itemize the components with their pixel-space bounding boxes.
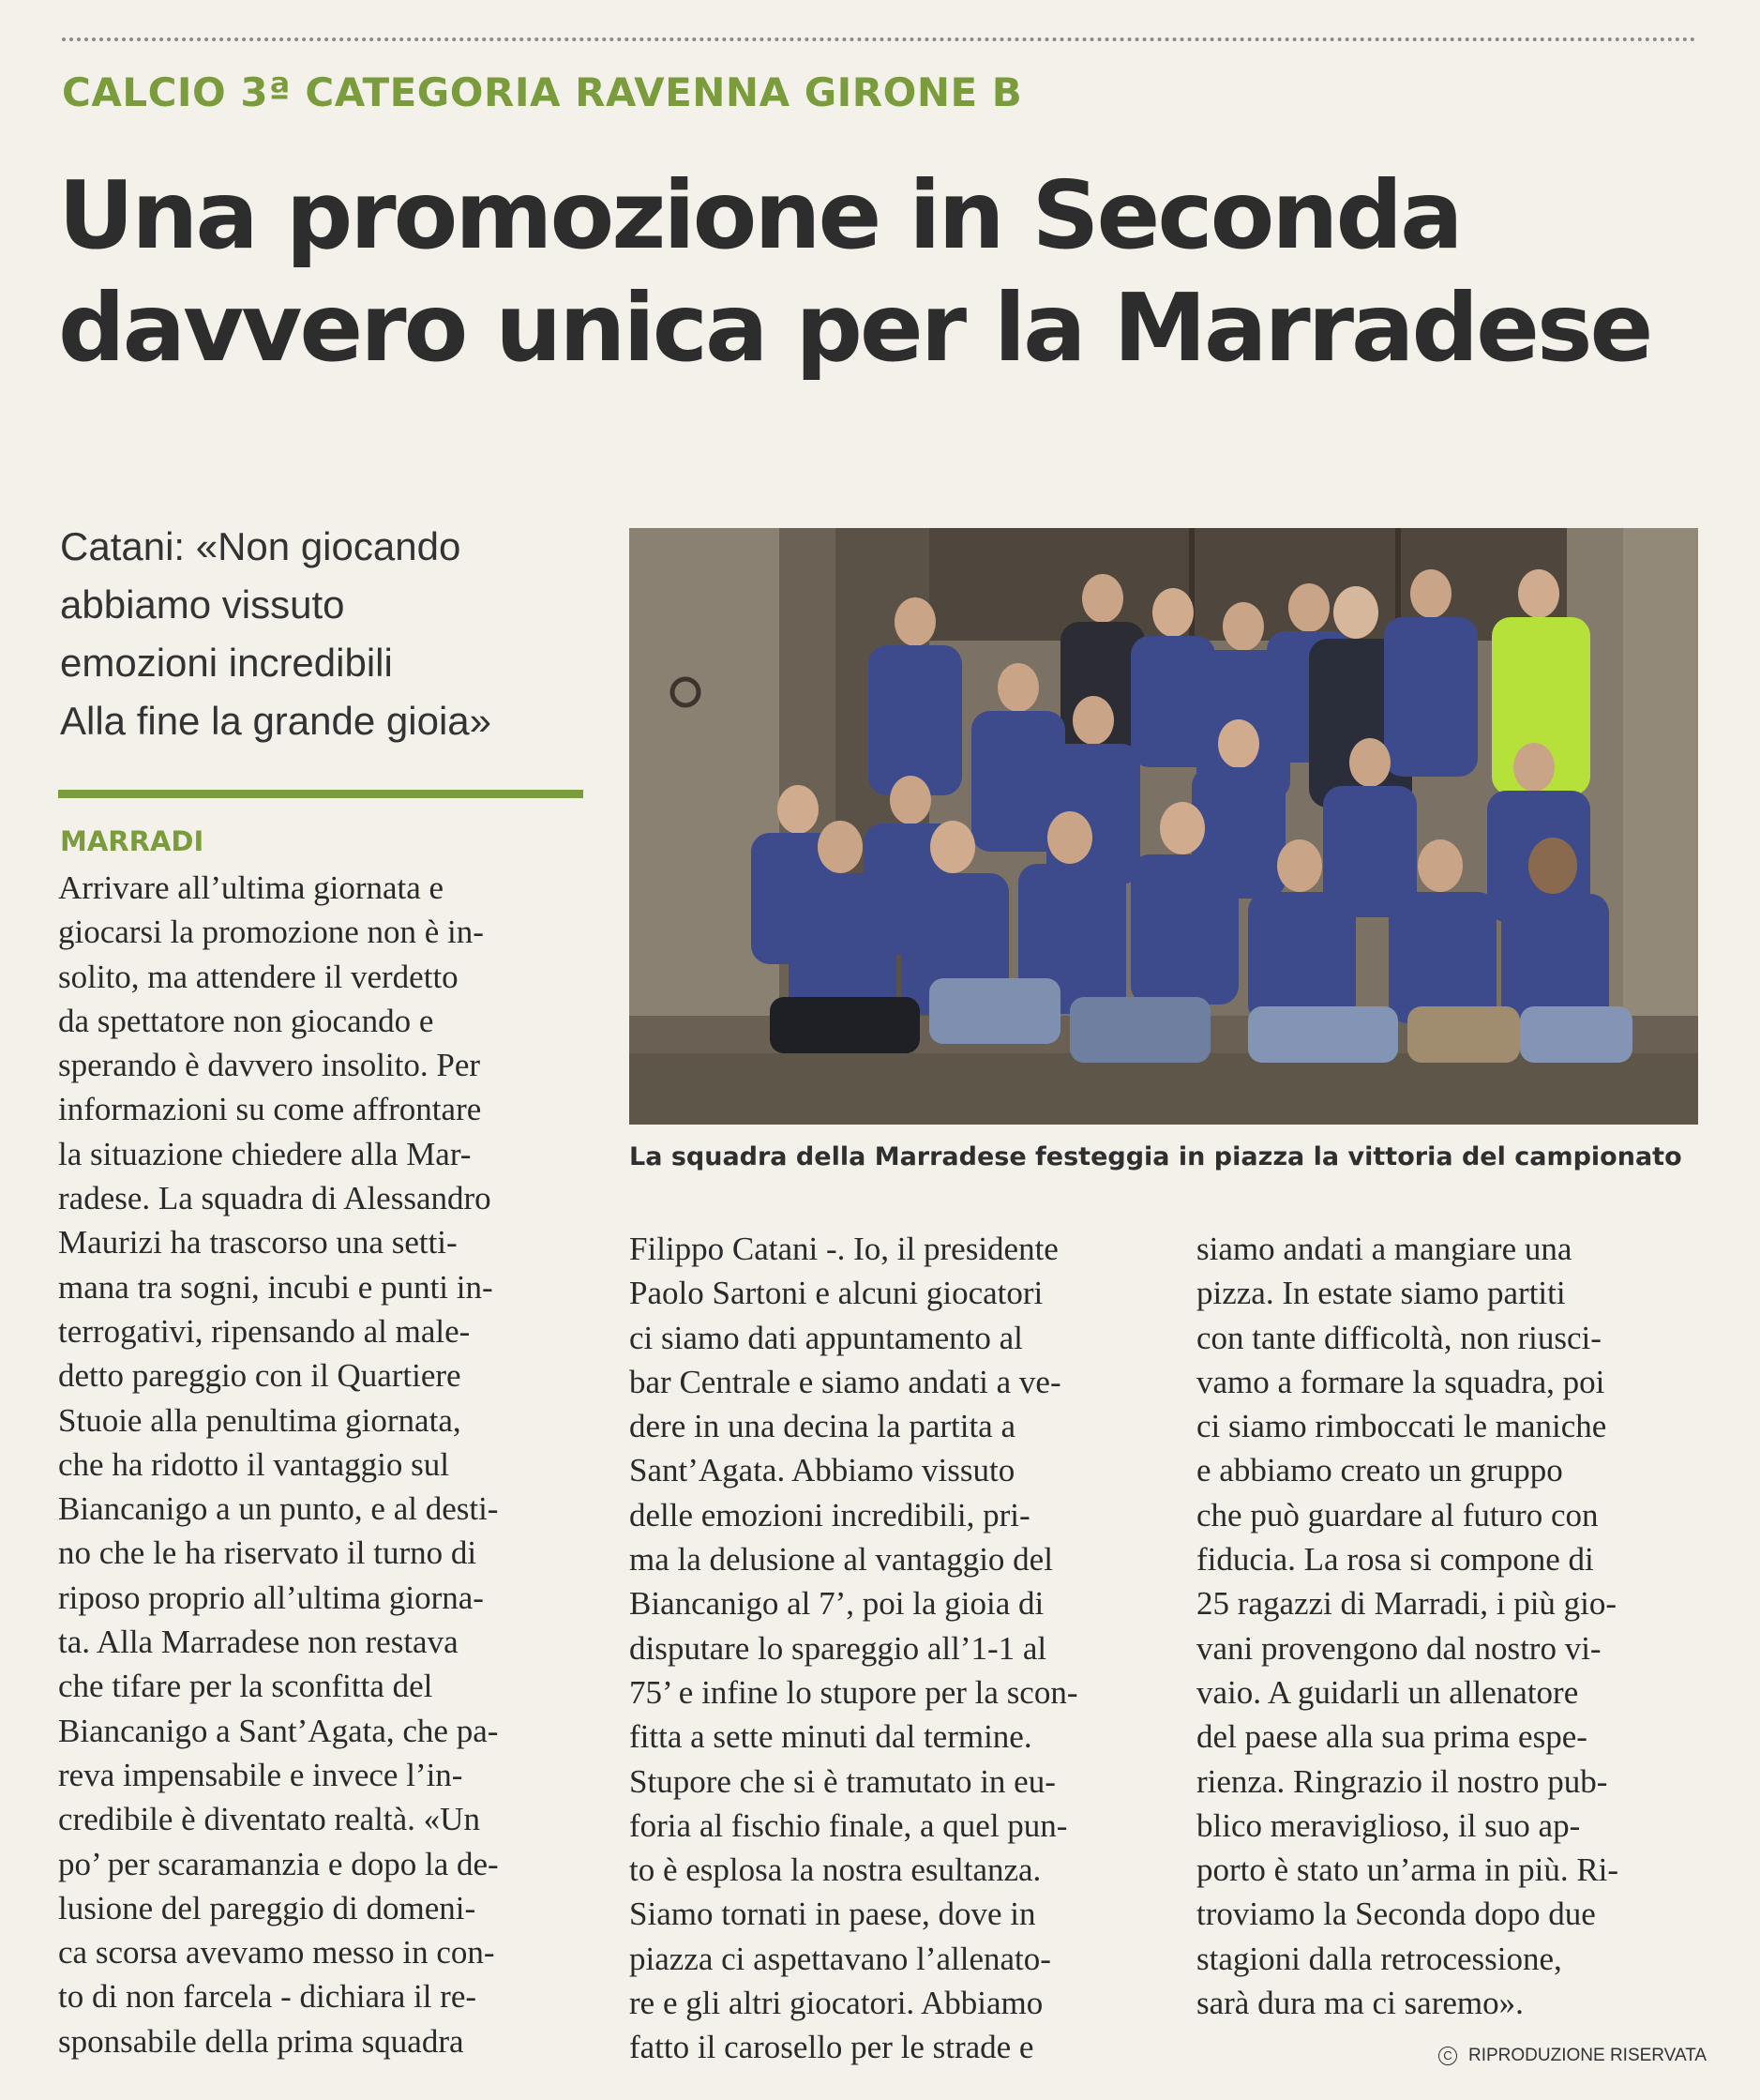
text-line: to è esplosa la nostra esultanza. [629,1851,1042,1889]
text-line: fitta a sette minuti dal termine. [629,1718,1032,1756]
text-line: re e gli altri giocatori. Abbiamo [629,1985,1044,2022]
copyright-icon: C [1438,2047,1457,2065]
text-line: foria al fischio finale, a quel pun- [629,1806,1068,1844]
text-line: dere in una decina la partita a [629,1408,1016,1445]
article-column-1 [58,866,588,2063]
text-line: pizza. In estate siamo partiti [1196,1275,1566,1312]
text-line: ci siamo rimboccati le maniche [1196,1408,1607,1445]
text-line: Stuoie alla penultima giornata, [58,1401,461,1439]
text-line: delle emozioni incredibili, pri- [629,1496,1030,1533]
text-line: radese. La squadra di Alessandro [58,1180,491,1217]
text-line: porto è stato un’arma in più. Ri- [1196,1851,1619,1889]
text-line: con tante difficoltà, non riusci- [1196,1319,1602,1356]
text-line: ma la delusione al vantaggio del [629,1541,1053,1579]
text-line: 25 ragazzi di Marradi, i più gio- [1196,1585,1617,1623]
text-line: Filippo Catani -. Io, il presidente [629,1231,1059,1267]
text-line: informazioni su come affrontare [58,1091,482,1128]
top-dotted-rule [62,38,1696,41]
text-line: riposo proprio all’ultima giorna- [58,1579,484,1616]
text-line: Biancanigo al 7’, poi la gioia di [629,1585,1045,1623]
copyright-notice [1438,2046,1707,2066]
dateline: MARRADI [60,825,204,857]
text-line: che tifare per la sconfitta del [58,1668,433,1705]
text-line: vani provengono dal nostro vi- [1196,1629,1602,1667]
text-line: troviamo la Seconda dopo due [1196,1896,1596,1933]
article-column-3 [1196,1227,1722,2025]
text-line: disputare lo spareggio all’1-1 al [629,1629,1047,1667]
text-line: po’ per scaramanzia e dopo la de- [58,1845,499,1882]
text-line: rienza. Ringrazio il nostro pub- [1196,1762,1608,1800]
text-line: 75’ e infine lo stupore per la scon- [629,1673,1078,1711]
text-line: Biancanigo a Sant’Agata, che pa- [58,1712,499,1749]
text-line: sarà dura ma ci saremo». [1196,1985,1524,2022]
text-line: bar Centrale e siamo andati a ve- [629,1363,1061,1400]
text-line: fatto il carosello per le strade e [629,2029,1034,2066]
text-line: del paese alla sua prima espe- [1196,1718,1587,1756]
text-line: e abbiamo creato un gruppo [1196,1452,1563,1489]
text-line: che può guardare al futuro con [1196,1496,1599,1533]
copyright-text: RIPRODUZIONE RISERVATA [1468,2046,1707,2065]
section-kicker: CALCIO 3ª CATEGORIA RAVENNA GIRONE B [62,69,1023,115]
text-line: solito, ma attendere il verdetto [58,958,459,995]
text-line: vamo a formare la squadra, poi [1196,1363,1605,1400]
text-line: ca scorsa avevamo messo in con- [58,1934,495,1972]
text-line: vaio. A guidarli un allenatore [1196,1673,1579,1711]
text-line: blico meraviglioso, il suo ap- [1196,1806,1581,1844]
team-photo [629,528,1698,1125]
text-line: Siamo tornati in paese, dove in [629,1896,1036,1933]
text-line: piazza ci aspettavano l’allenato- [629,1940,1051,1977]
photo-caption: La squadra della Marradese festeggia in piazza la vittoria del campionato [629,1142,1682,1171]
headline-line-1: Una promozione in Seconda [58,160,1461,270]
text-line: Maurizi ha trascorso una setti- [58,1224,458,1262]
text-line: Paolo Sartoni e alcuni giocatori [629,1275,1044,1312]
text-line: to di non farcela - dichiara il re- [58,1978,477,2016]
text-line: detto pareggio con il Quartiere [58,1357,461,1395]
text-line: sponsabile della prima squadra [58,2022,464,2060]
text-line: sperando è davvero insolito. Per [58,1047,481,1084]
text-line: siamo andati a mangiare una [1196,1231,1572,1267]
text-line: terrogativi, ripensando al male- [58,1312,471,1350]
text-line: fiducia. La rosa si compone di [1196,1541,1594,1579]
subhead-line: emozioni incredibili [60,641,393,685]
text-line: no che le ha riservato il turno di [58,1534,477,1572]
team-photo-illustration [629,528,1698,1125]
headline [58,159,1727,385]
subhead-line: Catani: «Non giocando [60,524,461,568]
text-line: Biancanigo a un punto, e al desti- [58,1490,499,1528]
text-line: Sant’Agata. Abbiamo vissuto [629,1452,1015,1489]
subheadline [60,518,585,750]
text-line: ta. Alla Marradese non restava [58,1624,459,1661]
text-line: stagioni dalla retrocessione, [1196,1940,1562,1977]
text-line: giocarsi la promozione non è in- [58,914,484,951]
text-line: Stupore che si è tramutato in eu- [629,1762,1056,1800]
text-line: la situazione chiedere alla Mar- [58,1135,472,1172]
subhead-line: Alla fine la grande gioia» [60,699,491,743]
text-line: da spettatore non giocando e [58,1002,434,1039]
text-line: lusione del pareggio di domeni- [58,1889,476,1926]
text-line: credibile è diventato realtà. «Un [58,1801,480,1838]
text-line: che ha ridotto il vantaggio sul [58,1445,449,1483]
subhead-line: abbiamo vissuto [60,582,345,627]
text-line: Arrivare all’ultima giornata e [58,869,444,906]
headline-line-2: davvero unica per la Marradese [58,273,1651,383]
green-divider [58,790,583,798]
article-column-2 [629,1227,1154,2070]
text-line: ci siamo dati appuntamento al [629,1319,1023,1356]
text-line: reva impensabile e invece l’in- [58,1756,463,1793]
text-line: mana tra sogni, incubi e punti in- [58,1268,493,1306]
